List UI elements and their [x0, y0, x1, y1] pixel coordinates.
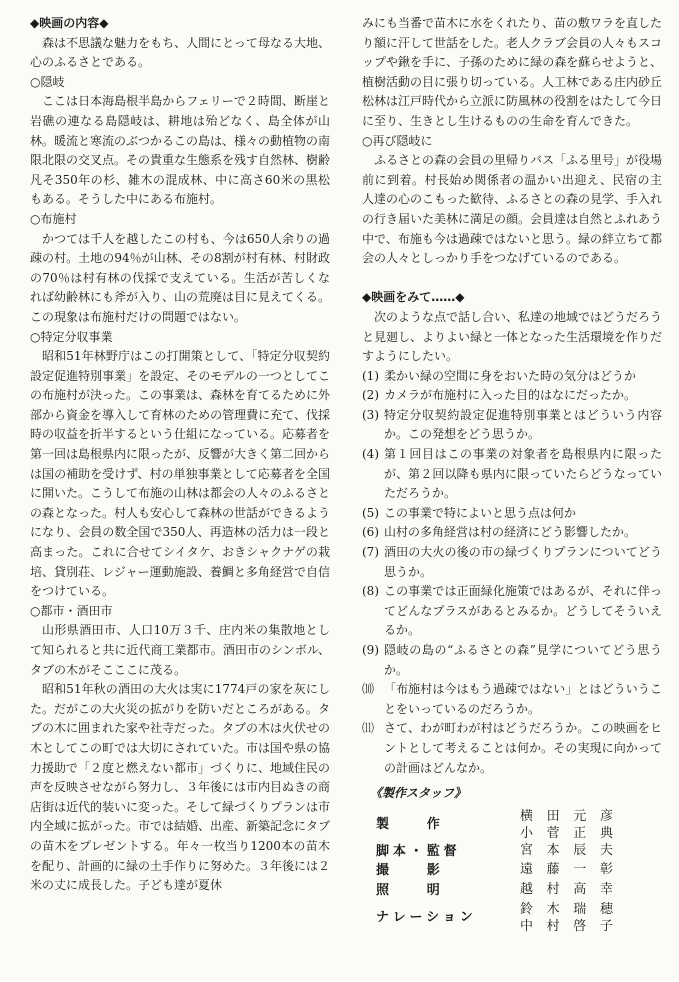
question-item	[362, 641, 662, 680]
question-text: カメラが布施村に入った目的はなにだったか。	[384, 388, 637, 403]
question-item	[362, 504, 662, 524]
paragraph-content: 森は不思議な魅力をもち、人間にとって母なる大地、心のふるさとである。	[30, 35, 330, 70]
staff-names	[520, 861, 627, 881]
staff-names	[520, 881, 627, 901]
question-number: (6)	[362, 525, 379, 540]
question-text: 山村の多角経営は村の経済にどう影響したか。	[384, 525, 637, 540]
staff-row	[376, 842, 662, 862]
staff-names	[520, 901, 627, 935]
staff-role: 脚本・監督	[376, 843, 461, 859]
staff-role: 照 明	[376, 882, 444, 898]
staff-names	[520, 842, 627, 862]
question-number: (9)	[362, 643, 379, 657]
question-item	[362, 719, 662, 778]
question-text: 酒田の大火の後の市の緑づくりプランについてどう思うか。	[384, 545, 662, 579]
paragraph-jigyo: 昭和51年林野庁はこの打開策として、「特定分収契約設定促進特別事業」を設定、そのモデルの一つとしてこの布施村が決った。この事業は、森林を育てるために外部から資金を導入して育林のための管理費に充て、伐採時の収益を折半するという仕組になっている。応募者を第一回は島根県内に限ったが、反響が大きく第二回からは国の補助を受けず、村の単独事業として応募者を全国に開いた。こうして布施の山林は都会の人々のふるさとの森となった。村人も安心して森林の世話ができるようになり、会員の数全国で350人、再造林の活力は一段と高まった。これに合せてシイタケ、おきシャクナゲの栽培、貸別荘、レジャー運動施設、養鯛と多角経営で自信をつけている。	[30, 349, 331, 599]
staff-list	[362, 808, 662, 935]
staff-role: 製 作	[376, 816, 444, 832]
question-number: (3)	[362, 407, 379, 422]
subheading-saioki: ○再び隠岐に	[362, 133, 433, 148]
paragraph-continued: みにも当番で苗木に水をくれたり、苗の敷ワラを直したり額に汗して世話をした。老人クラブ会員の人々もスコップや鍬を手に、子孫のために緑の森を蘇らせようと、植樹活動の目に張り切っている。人工林である庄内砂丘松林は江戸時代から立派に防風林の役割をはたして今日に至り、生きとし生けるものの生命を育んできた。	[362, 16, 663, 128]
question-text: さて、わが町わが村はどうだろうか。この映画をヒントとして考えることは何か。その実現に向かっての計画はどんなか。	[384, 721, 662, 775]
staff-name: 鈴木瑞穂	[520, 901, 627, 917]
staff-name: 小菅正典	[520, 825, 627, 841]
staff-row	[376, 901, 662, 935]
question-text: この事業では正面緑化施策ではあるが、それに伴ってどんなプラスがあるとみるか。どうしてそういえるか。	[384, 584, 662, 638]
staff-name: 越村高幸	[520, 881, 627, 897]
paragraph-miru: 次のような点で話し合い、私達の地域ではどうだろうと見廻し、よりよい緑と一体となった生活環境を作りだすようにしたい。	[362, 309, 663, 364]
question-text: 柔かい緑の空間に身をおいた時の気分はどうか	[384, 368, 637, 383]
staff-name: 中村啓子	[520, 918, 627, 934]
staff-role: ナレーション	[376, 909, 477, 925]
question-text: 隠岐の島の“ふるさとの森”見学についてどう思うか。	[384, 643, 662, 677]
question-item	[362, 367, 662, 387]
paragraph-toshi-2: 昭和51年秋の酒田の大火は実に1774戸の家を灰にした。だがこの大火災の拡がりを防いだところがある。タブの木に囲まれた家や社寺だった。タブの木は火伏せの木としてこの町では大切にされていた。市は国や県の協力援助で「２度と燃えない都市」づくりに、地域住民の声を反映させながら努力し、３年後には市内目ぬきの商店街は近代的装いに変った。そして緑づくりプランは市内全域に拡がった。市では結婚、出産、新築記念にタブの苗木をプレゼントする。年々一枚当り1200本の苗木を配り、計画的に緑の土手作りに努めた。３年後には２米の丈に成長した。子ども達が夏休	[30, 682, 331, 893]
question-number: (8)	[362, 584, 379, 599]
question-number: (5)	[362, 505, 379, 520]
subheading-jigyo: ○特定分収事業	[30, 329, 113, 344]
staff-row	[376, 861, 662, 881]
section-heading-content: ◆映画の内容◆	[30, 16, 109, 30]
spacer	[362, 269, 662, 289]
section-heading-miru: ◆映画をみて……◆	[362, 290, 465, 305]
left-column	[30, 14, 330, 896]
question-item	[362, 386, 662, 406]
subheading-oki: ○隠岐	[30, 74, 65, 89]
question-number: (2)	[362, 388, 379, 403]
question-item	[362, 406, 662, 445]
paragraph-toshi-1: 山形県酒田市、人口10万３千、庄内米の集散地として知られると共に近代商工業都市。酒田市のシンボル、タブの木がそこここに茂る。	[30, 623, 330, 677]
paragraph-oki: ここは日本海島根半島からフェリーで２時間、断崖と岩礁の連なる島隠岐は、耕地は殆どなく、島全体が山林。暖流と寒流のぶつかるこの島は、様々の動植物の南限北限の交叉点。その貴重な生態系を残す自然林、樹齢凡そ350年の杉、雑木の混成林、中に高さ60米の黒松もある。そうした中にある布施村。	[30, 94, 331, 207]
question-item	[362, 523, 662, 543]
staff-title: 《製作スタッフ》	[370, 786, 467, 801]
staff-role: 撮 影	[376, 863, 444, 879]
question-item	[362, 680, 662, 719]
staff-names	[520, 808, 627, 842]
paragraph-fuse: かつては千人を越したこの村も、今は650人余りの過疎の村。土地の94％が山林、その8割が村有林、村財政の70％は村有林の伐採で支えている。生活が苦しくなれば幼齢林にも斧が入り、山の荒廃は目に見えてくる。この現象は布施村だけの問題ではない。	[30, 231, 331, 324]
subheading-fuse: ○布施村	[30, 211, 77, 226]
question-text: この事業で特によいと思う点は何か	[384, 505, 577, 520]
question-text: 第１回目はこの事業の対象者を島根県内に限ったが、第２回以降も県内に限っていたらどうなっていただろうか。	[384, 447, 662, 501]
question-number: ⑾	[362, 721, 375, 736]
question-number: (1)	[362, 368, 379, 383]
question-number: ⑽	[362, 682, 375, 697]
staff-row	[376, 881, 662, 901]
staff-name: 遠藤一彰	[520, 862, 627, 878]
staff-name: 横田元彦	[520, 808, 627, 824]
question-number: (7)	[362, 545, 379, 560]
question-item	[362, 445, 662, 504]
right-column	[362, 14, 662, 935]
question-text: 「布施村は今はもう過疎ではない」とはどういうことをいっているのだろうか。	[384, 682, 662, 716]
paragraph-saioki: ふるさとの森の会員の里帰りバス「ふる里号」が役場前に到着。村長始め関係者の温かい出迎え、民宿の主人達の心のこもった歓待、ふるさとの森の見学、手入れの行き届いた美林に満足の顔。会員達は自然とふれあう中で、布施も今は過疎ではないと思う。緑の絆立ちて都会の人々としっかり手をつなげているのである。	[362, 153, 663, 266]
question-list	[362, 367, 662, 778]
question-item	[362, 543, 662, 582]
subheading-toshi: ○都市・酒田市	[30, 603, 113, 618]
staff-row	[376, 808, 662, 842]
question-number: (4)	[362, 447, 379, 462]
question-text: 特定分収契約設定促進特別事業とはどういう内容か。この発想をどう思うか。	[384, 407, 662, 442]
question-item	[362, 582, 662, 641]
staff-name: 宮本辰夫	[520, 842, 627, 858]
